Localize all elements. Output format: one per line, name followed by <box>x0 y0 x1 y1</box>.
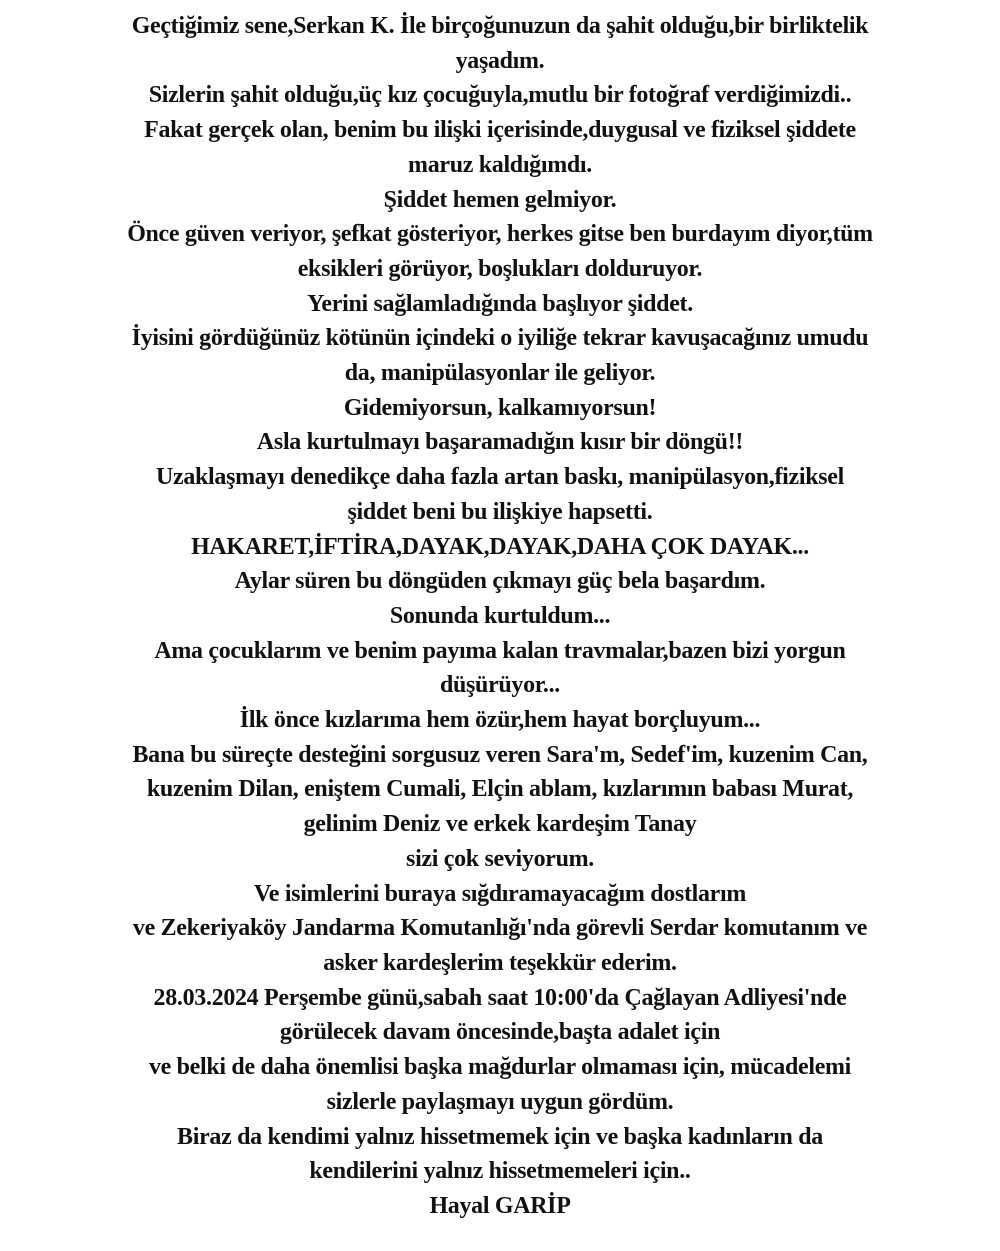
text-line: da, manipülasyonlar ile geliyor. <box>344 359 656 387</box>
text-line: maruz kaldığımdı. <box>408 150 592 178</box>
text-line: kendilerini yalnız hissetmemeleri için.. <box>309 1157 691 1185</box>
text-line: ve belki de daha önemlisi başka mağdurlar olmaması için, mücadelemi <box>148 1053 852 1081</box>
text-line: Önce güven veriyor, şefkat gösteriyor, herkes gitse ben burdayım diyor,tüm <box>127 220 873 248</box>
text-line: İlk önce kızlarıma hem özür,hem hayat borçluyum... <box>239 706 761 734</box>
text-line: Bana bu süreçte desteğini sorgusuz veren Sara'm, Sedef'im, kuzenim Can, <box>132 740 868 768</box>
text-line: düşürüyor... <box>439 671 560 699</box>
text-line: sizlerle paylaşmayı uygun gördüm. <box>326 1087 674 1115</box>
text-line: görülecek davam öncesinde,başta adalet için <box>279 1018 721 1046</box>
text-line: Asla kurtulmayı başaramadığın kısır bir döngü!! <box>256 428 744 456</box>
text-line: eksikleri görüyor, boşlukları dolduruyor. <box>297 254 703 282</box>
text-line: yaşadım. <box>455 46 545 74</box>
text-line: Şiddet hemen gelmiyor. <box>383 185 617 213</box>
text-line: Ve isimlerini buraya sığdıramayacağım dostlarım <box>254 879 746 907</box>
text-line: Geçtiğimiz sene,Serkan K. İle birçoğunuzun da şahit olduğu,bir birliktelik <box>131 12 869 39</box>
text-line: Ama çocuklarım ve benim payıma kalan travmalar,bazen bizi yorgun <box>154 636 846 664</box>
text-line: sizi çok seviyorum. <box>406 844 594 872</box>
text-line: Fakat gerçek olan, benim bu ilişki içerisinde,duygusal ve fiziksel şiddete <box>144 116 856 144</box>
text-line: Sizlerin şahit olduğu,üç kız çocuğuyla,mutlu bir fotoğraf verdiğimizdi.. <box>148 81 852 109</box>
text-line: gelinim Deniz ve erkek kardeşim Tanay <box>303 810 697 838</box>
signature: Hayal GARİP <box>429 1191 571 1219</box>
text-line: Biraz da kendimi yalnız hissetmemek için ve başka kadınların da <box>177 1122 823 1150</box>
text-line: Uzaklaşmayı denedikçe daha fazla artan baskı, manipülasyon,fiziksel <box>156 463 844 491</box>
text-line: şiddet beni bu ilişkiye hapsetti. <box>347 497 653 525</box>
text-line: asker kardeşlerim teşekkür ederim. <box>323 948 677 976</box>
text-line: Yerini sağlamladığında başlıyor şiddet. <box>307 289 693 317</box>
text-line: HAKARET,İFTİRA,DAYAK,DAYAK,DAHA ÇOK DAYAK... <box>191 532 809 560</box>
text-line: Gidemiyorsun, kalkamıyorsun! <box>343 393 657 421</box>
text-line: kuzenim Dilan, eniştem Cumali, Elçin ablam, kızlarımın babası Murat, <box>146 775 854 803</box>
text-line: Aylar süren bu döngüden çıkmayı güç bela başardım. <box>234 567 766 595</box>
text-line: Sonunda kurtuldum... <box>389 601 611 629</box>
text-line: İyisini gördüğünüz kötünün içindeki o iyiliğe tekrar kavuşacağınız umudu <box>131 324 869 352</box>
text-line: 28.03.2024 Perşembe günü,sabah saat 10:00'da Çağlayan Adliyesi'nde <box>153 983 847 1011</box>
text-line: ve Zekeriyaköy Jandarma Komutanlığı'nda görevli Serdar komutanım ve <box>132 914 868 942</box>
